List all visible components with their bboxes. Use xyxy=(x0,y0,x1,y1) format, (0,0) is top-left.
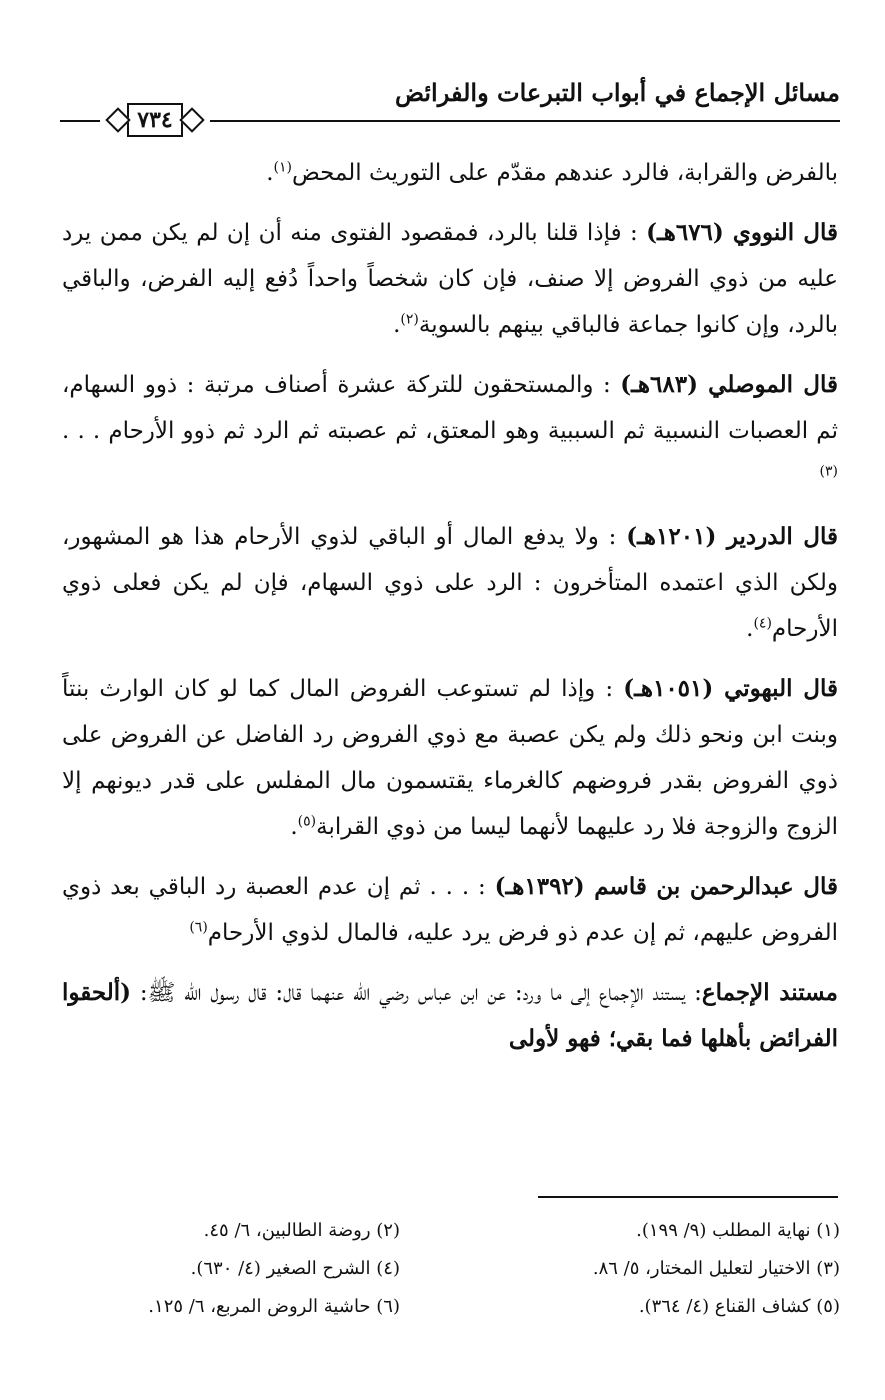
paragraph-text: : يستند الإجماع إلى ما ورد: عن ابن عباس رضي الله عنهما قال: قال رسول الله ﷺ: xyxy=(131,980,702,1006)
page-header xyxy=(60,78,840,133)
footnote: (٣) الاختيار لتعليل المختار، ٥/ ٨٦. xyxy=(592,1258,840,1279)
paragraph-text: بالفرض والقرابة، فالرد عندهم مقدّم على التوريث المحض xyxy=(291,160,838,186)
paragraph-text: : والمستحقون للتركة عشرة أصناف مرتبة : ذوو السهام، ثم العصبات النسبية ثم السببية وهو المعتق، ثم عصبته ثم الرد ثم ذوو الأرحام . . . xyxy=(62,372,838,444)
footnote-separator xyxy=(538,1196,838,1198)
footnote-marker: (٥) xyxy=(297,813,317,830)
hadith-quote: (ألحقوا الفرائض بأهلها فما بقي؛ فهو لأولى xyxy=(62,979,838,1052)
paragraph-tail: . xyxy=(746,616,754,642)
paragraph-lead: مستند الإجماع xyxy=(701,979,838,1006)
footnote-marker: (٢) xyxy=(400,311,419,328)
footnote: (٤) الشرح الصغير (٤/ ٦٣٠). xyxy=(190,1258,400,1279)
footnote: (١) نهاية المطلب (٩/ ١٩٩). xyxy=(636,1220,840,1241)
paragraph xyxy=(62,666,838,850)
paragraph-tail: . xyxy=(266,160,274,186)
footnote: (٢) روضة الطالبين، ٦/ ٤٥. xyxy=(203,1220,400,1241)
footnote: (٥) كشاف القناع (٤/ ٣٦٤). xyxy=(638,1296,840,1317)
footnote-marker: (١) xyxy=(273,159,292,176)
paragraph-lead: قال الدردير (١٢٠١هـ) xyxy=(626,523,838,550)
paragraph-tail: . xyxy=(393,312,401,338)
footnotes-right-column xyxy=(450,1212,840,1326)
paragraph-tail: . xyxy=(290,814,298,840)
paragraph xyxy=(62,864,838,956)
footnote: (٦) حاشية الروض المربع، ٦/ ١٢٥. xyxy=(148,1296,400,1317)
paragraph xyxy=(62,970,838,1062)
paragraph xyxy=(62,362,838,500)
paragraph-text: : فإذا قلنا بالرد، فمقصود الفتوى منه أن إن لم يكن ممن يرد عليه من ذوي الفروض إلا صنف، فإن كان شخصاً واحداً دُفع إليه الفرض، والباقي بالرد، وإن كانوا جماعة فالباقي بينهم بالسوية xyxy=(62,220,838,338)
footnote-marker: (٣) xyxy=(819,463,838,480)
paragraph-text: : ولا يدفع المال أو الباقي لذوي الأرحام هذا هو المشهور، ولكن الذي اعتمده المتأخرون : الرد على ذوي السهام، فإن لم يكن فعلى ذوي الأرحام xyxy=(62,524,838,642)
footnote-marker: (٤) xyxy=(753,615,772,632)
main-text xyxy=(62,150,838,1076)
footnote-marker: (٦) xyxy=(189,919,208,936)
paragraph xyxy=(62,150,838,196)
paragraph xyxy=(62,514,838,652)
paragraph-lead: قال البهوتي (١٠٥١هـ) xyxy=(623,675,838,702)
paragraph-lead: قال النووي (٦٧٦هـ) xyxy=(646,219,838,246)
page-number: ٧٣٤ xyxy=(127,103,182,137)
paragraph xyxy=(62,210,838,348)
paragraph-lead: قال الموصلي (٦٨٣هـ) xyxy=(620,371,838,398)
page-number-ornament xyxy=(100,102,210,138)
footnotes-left-column xyxy=(60,1212,400,1326)
paragraph-text: : وإذا لم تستوعب الفروض المال كما لو كان الوارث بنتاً وبنت ابن ونحو ذلك ولم يكن عصبة مع ذوي الفروض رد الفاضل عن الفروض على ذوي الفروض بقدر فروضهم كالغرماء يقتسمون مال المفلس على قدر ديونهم إلا الزوج والزوجة فلا رد عليهما لأنهما ليسا من ذوي القرابة xyxy=(62,676,838,840)
paragraph-text: : . . . ثم إن عدم العصبة رد الباقي بعد ذوي الفروض عليهم، ثم إن عدم ذو فرض يرد عليه، فالمال لذوي الأرحام xyxy=(62,874,838,946)
running-title: مسائل الإجماع في أبواب التبرعات والفرائض xyxy=(394,78,840,107)
paragraph-lead: قال عبدالرحمن بن قاسم (١٣٩٢هـ) xyxy=(494,873,838,900)
